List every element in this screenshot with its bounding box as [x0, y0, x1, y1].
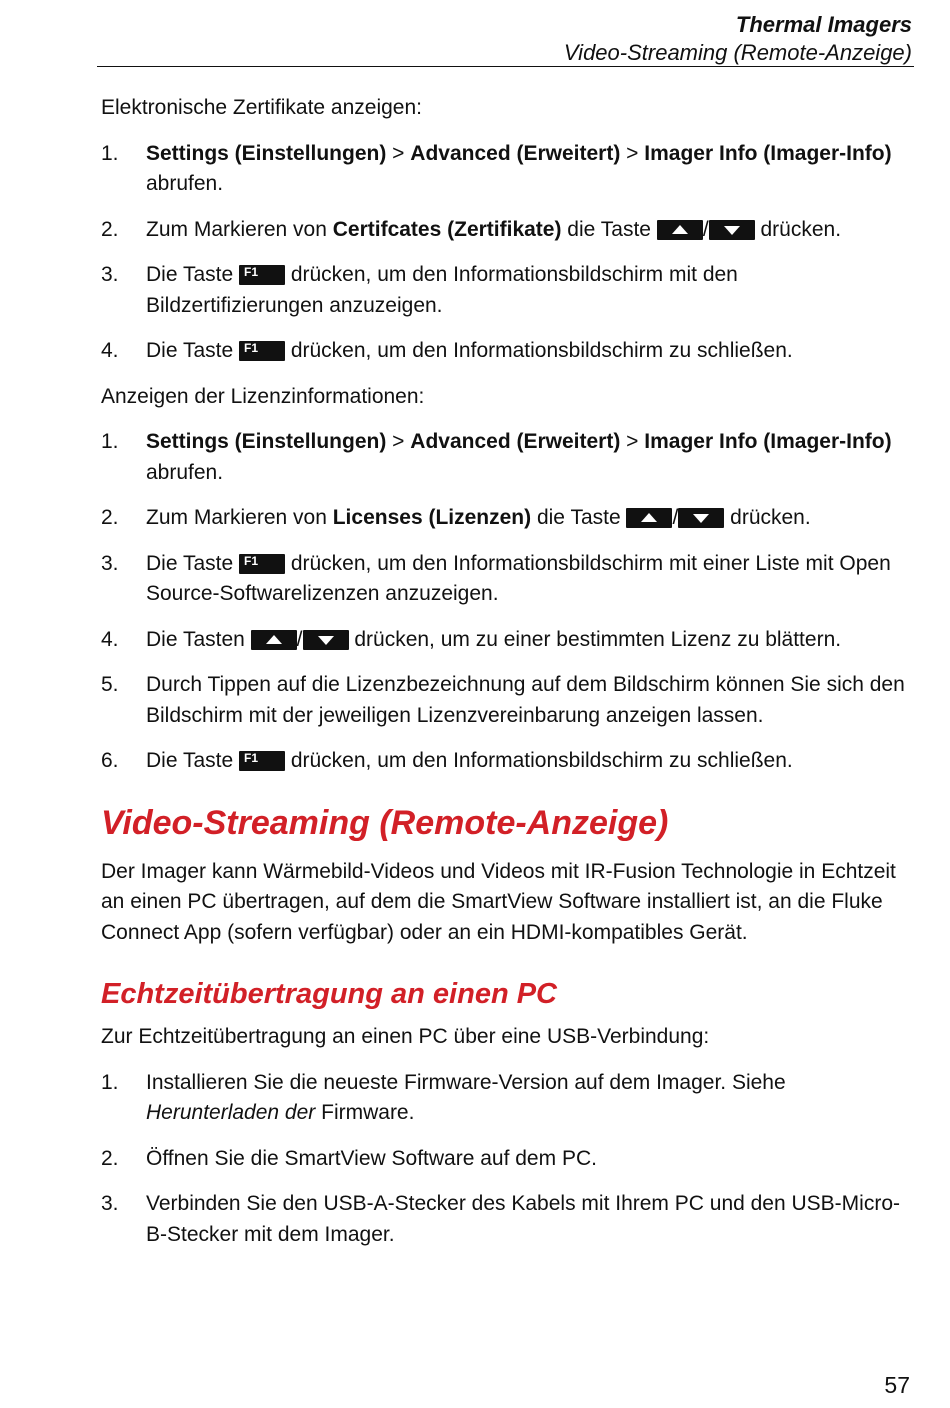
step-number: 2. [101, 1146, 119, 1170]
list-item [101, 549, 913, 610]
step-text: Die Taste [146, 551, 239, 575]
step-text: Verbinden Sie den USB-A-Stecker des Kabels mit Ihrem PC und den USB-Micro-B-Stecker mit dem Imager. [146, 1192, 901, 1246]
step-text: die Taste [561, 217, 657, 241]
step-number: 3. [101, 551, 119, 575]
list-item [101, 1068, 913, 1129]
step-text: drücken, um den Informationsbildschirm zu schließen. [285, 749, 793, 772]
key-separator: / [296, 627, 303, 651]
menu-path-advanced: Advanced (Erweitert) [410, 430, 621, 453]
arrow-down-key-icon [709, 220, 755, 240]
step-number: 1. [101, 1070, 119, 1094]
step-number: 3. [101, 1192, 119, 1215]
list-item [101, 503, 913, 534]
f1-key-label: F1 [244, 265, 259, 279]
step-text: drücken, um zu einer bestimmten Lizenz zu blättern. [348, 627, 842, 651]
step-text: drücken. [724, 506, 811, 529]
step-text: > [620, 430, 645, 453]
list-item [101, 1144, 913, 1175]
list-item [101, 215, 913, 246]
step-text: Die Tasten [146, 627, 251, 651]
licenses-intro: Anzeigen der Lizenzinformationen: [101, 384, 425, 408]
header-divider [97, 66, 914, 67]
list-item [101, 336, 913, 367]
step-text: > [620, 141, 645, 165]
arrow-up-key-icon [626, 508, 672, 528]
licenses-steps [101, 427, 913, 777]
menu-path-imager-info: Imager Info (Imager-Info) [644, 430, 892, 453]
step-number: 2. [101, 506, 119, 529]
menu-item-licenses: Licenses (Lizenzen) [332, 506, 532, 529]
menu-path-settings: Settings (Einstellungen) [146, 141, 387, 165]
menu-path-advanced: Advanced (Erweitert) [410, 141, 621, 165]
step-text: abrufen. [146, 460, 224, 484]
list-item [101, 625, 913, 656]
step-text: die Taste [531, 506, 627, 529]
list-item [101, 1189, 913, 1250]
f1-key-label: F1 [244, 751, 259, 765]
step-text: Öffnen Sie die SmartView Software auf dem PC. [146, 1146, 597, 1170]
arrow-up-key-icon [251, 630, 297, 650]
pc-steps [101, 1068, 913, 1251]
step-text: drücken, um den Informationsbildschirm zu schließen. [285, 339, 793, 362]
arrow-down-key-icon [678, 508, 724, 528]
menu-path-imager-info: Imager Info (Imager-Info) [644, 141, 892, 165]
step-number: 1. [101, 141, 119, 165]
step-text: Die Taste [146, 749, 239, 772]
step-number: 5. [101, 673, 119, 696]
step-text: drücken. [754, 217, 842, 241]
certificates-steps [101, 139, 913, 367]
page-content [101, 90, 913, 1250]
step-text: Zum Markieren von [146, 506, 333, 529]
key-separator: / [702, 217, 709, 241]
step-text: abrufen. [146, 172, 224, 195]
step-number: 2. [101, 217, 119, 241]
step-text: Firmware. [315, 1101, 415, 1124]
step-number: 4. [101, 627, 119, 651]
step-text: Die Taste [146, 263, 239, 286]
step-text: Die Taste [146, 339, 239, 362]
step-text: Installieren Sie die neueste Firmware-Version auf dem Imager. Siehe [146, 1070, 786, 1094]
f1-key-label: F1 [244, 553, 259, 568]
list-item [101, 139, 913, 200]
menu-path-settings: Settings (Einstellungen) [146, 430, 387, 453]
list-item [101, 260, 913, 321]
step-number: 1. [101, 430, 119, 453]
step-text: drücken, um den Informationsbildschirm mit einer Liste mit Open Source-Softwarelizenzen anzuzeigen. [146, 551, 891, 605]
cross-reference: Herunterladen der [146, 1101, 316, 1124]
section-heading-pc-streaming: Echtzeitübertragung an einen PC [101, 978, 557, 1010]
step-text: > [386, 141, 411, 165]
step-text: Durch Tippen auf die Lizenzbezeichnung auf dem Bildschirm können Sie sich den Bildschirm mit der jeweiligen Lizenzvereinbarung anzeigen lassen. [146, 673, 905, 727]
list-item [101, 670, 913, 731]
page-number: 57 [884, 1372, 910, 1398]
f1-key-icon [239, 341, 285, 361]
list-item [101, 746, 913, 777]
key-separator: / [672, 506, 679, 529]
step-number: 4. [101, 339, 119, 362]
arrow-up-key-icon [657, 220, 703, 240]
arrow-down-key-icon [303, 630, 349, 650]
header-title: Thermal Imagers [735, 12, 912, 37]
pc-intro: Zur Echtzeitübertragung an einen PC über eine USB-Verbindung: [101, 1025, 710, 1048]
f1-key-icon [239, 265, 285, 285]
certificates-intro: Elektronische Zertifikate anzeigen: [101, 96, 422, 119]
step-number: 6. [101, 749, 119, 772]
f1-key-icon [239, 751, 285, 771]
step-text: Zum Markieren von [146, 217, 333, 241]
menu-item-certificates: Certifcates (Zertifikate) [332, 217, 562, 241]
header-subtitle: Video-Streaming (Remote-Anzeige) [563, 40, 912, 65]
f1-key-icon [239, 554, 285, 574]
step-number: 3. [101, 263, 119, 286]
f1-key-label: F1 [244, 341, 259, 355]
streaming-paragraph: Der Imager kann Wärmebild-Videos und Videos mit IR-Fusion Technologie in Echtzeit an einen PC übertragen, auf dem die SmartView Software installiert ist, an die Fluke Connect App (sofern verfügbar) oder an ein HDMI-kompatibles Gerät. [101, 859, 896, 944]
list-item [101, 427, 913, 488]
section-heading-video-streaming: Video-Streaming (Remote-Anzeige) [101, 803, 669, 842]
page-header [564, 10, 912, 66]
step-text: > [386, 430, 411, 453]
step-text: drücken, um den Informationsbildschirm mit den Bildzertifizierungen anzuzeigen. [146, 263, 738, 317]
